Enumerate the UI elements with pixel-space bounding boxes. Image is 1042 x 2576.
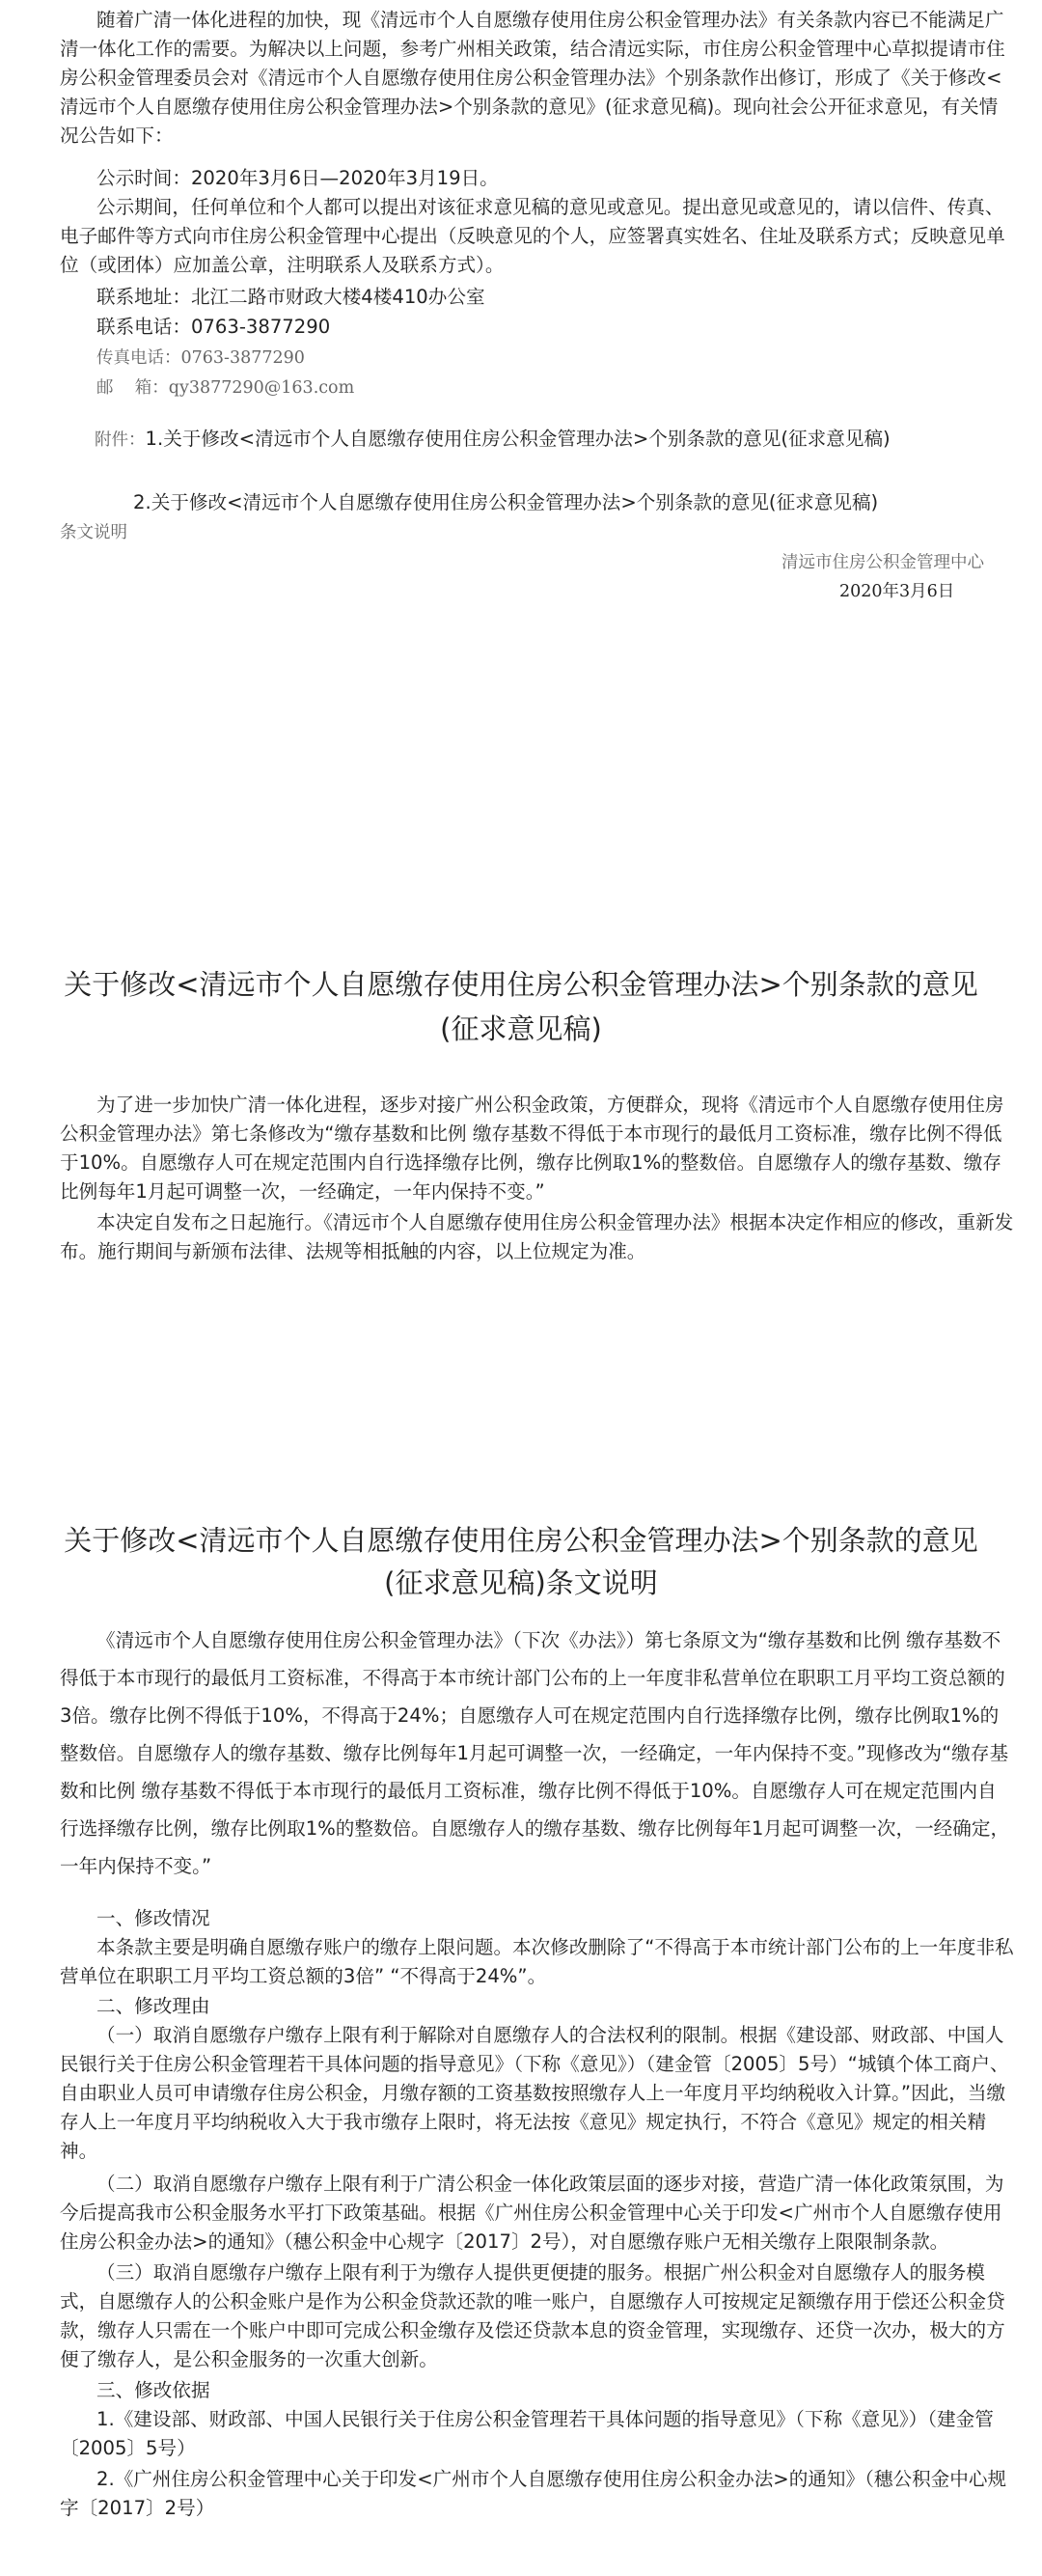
draft-paragraph-2: 本决定自发布之日起施行。《清远市个人自愿缴存使用住房公积金管理办法》根据本决定作相应的修改，重新发布。施行期间与新颁布法律、法规等相抵触的内容，以上位规定为准。 xyxy=(60,1211,1014,1262)
notice-intro: 随着广清一体化进程的加快，现《清远市个人自愿缴存使用住房公积金管理办法》有关条款内容已不能满足广清一体化工作的需要。为解决以上问题，参考广州相关政策，结合清远实际，市住房公积金管理中心草拟提请市住房公积金管理委员会对《清远市个人自愿缴存使用住房公积金管理办法》个别条款作出修订，形成了《关于修改<清远市个人自愿缴存使用住房公积金管理办法>个别条款的意见》(征求意见稿)。现向社会公开征求意见，有关情况公告如下： xyxy=(60,9,1005,147)
notice-period: 公示时间：2020年3月6日—2020年3月19日。 xyxy=(96,167,499,189)
contact-fax: 传真电话：0763-3877290 xyxy=(96,348,305,368)
section-2-heading: 二、修改理由 xyxy=(96,1995,210,2017)
contact-email-label: 邮 箱： xyxy=(96,378,169,398)
basis-2: 2.《广州住房公积金管理中心关于印发<广州市个人自愿缴存使用住房公积金办法>的通知》（穗公积金中心规字〔2017〕2号） xyxy=(60,2468,1007,2519)
attachment-prefix: 附件： xyxy=(95,430,146,450)
contact-address: 联系地址：北江二路市财政大楼4楼410办公室 xyxy=(96,286,485,308)
reason-3: （三）取消自愿缴存户缴存上限有利于为缴存人提供更便捷的服务。根据广州公积金对自愿缴存人的服务模式，自愿缴存人的公积金账户是作为公积金贷款还款的唯一账户，自愿缴存人可按规定足额缴存用于偿还公积金贷款，缴存人只需在一个账户中即可完成公积金缴存及偿还贷款本息的资金管理，实现缴存、还贷一次办，极大的方便了缴存人，是公积金服务的一次重大创新。 xyxy=(60,2261,1005,2370)
attachment-2 xyxy=(133,488,878,517)
explain-title-line2: (征求意见稿)条文说明 xyxy=(384,1566,658,1599)
section-1-heading: 一、修改情况 xyxy=(96,1907,210,1929)
draft-title-line2: (征求意见稿) xyxy=(440,1012,602,1045)
contact-email[interactable]: qy3877290@163.com xyxy=(168,378,355,398)
explain-intro: 《清远市个人自愿缴存使用住房公积金管理办法》（下次《办法》）第七条原文为“缴存基数和比例 缴存基数不得低于本市现行的最低月工资标准，不得高于本市统计部门公布的上一年度非私营单位在职职工月平均工资总额的3倍。缴存比例不得低于10%，不得高于24%；自愿缴存人可在规定范围内自行选择缴存比例，缴存比例取1%的整数倍。自愿缴存人的缴存基数、缴存比例每年1月起可调整一次，一经确定，一年内保持不变。”现修改为“缴存基数和比例 缴存基数不得低于本市现行的最低月工资标准，缴存比例不得低于10%。自愿缴存人可在规定范围内自行选择缴存比例，缴存比例取1%的整数倍。自愿缴存人的缴存基数、缴存比例每年1月起可调整一次，一经确定，一年内保持不变。” xyxy=(60,1629,1010,1877)
explain-title-line1: 关于修改<清远市个人自愿缴存使用住房公积金管理办法>个别条款的意见 xyxy=(64,1524,978,1557)
attachment-2-link[interactable]: 2.关于修改<清远市个人自愿缴存使用住房公积金管理办法>个别条款的意见(征求意见稿) xyxy=(133,491,879,513)
reason-1: （一）取消自愿缴存户缴存上限有利于解除对自愿缴存人的合法权利的限制。根据《建设部、财政部、中国人民银行关于住房公积金管理若干具体问题的指导意见》（下称《意见》）（建金管〔2005〕5号）“城镇个体工商户、自由职业人员可申请缴存住房公积金，月缴存额的工资基数按照缴存人上一年度月平均纳税收入计算。”因此，当缴存人上一年度月平均纳税收入大于我市缴存上限时，将无法按《意见》规定执行，不符合《意见》规定的相关精神。 xyxy=(60,2024,1009,2162)
attachment-2-tail: 条文说明 xyxy=(60,523,127,542)
contact-phone: 联系电话：0763-3877290 xyxy=(96,316,331,338)
section-1-body: 本条款主要是明确自愿缴存账户的缴存上限问题。本次修改删除了“不得高于本市统计部门公布的上一年度非私营单位在职职工月平均工资总额的3倍” “不得高于24%”。 xyxy=(60,1936,1014,1987)
attachment-1 xyxy=(60,425,1015,455)
basis-1: 1.《建设部、财政部、中国人民银行关于住房公积金管理若干具体问题的指导意见》（下称《意见》）（建金管〔2005〕5号） xyxy=(60,2408,994,2459)
issuing-org: 清远市住房公积金管理中心 xyxy=(782,553,984,572)
draft-title-line1: 关于修改<清远市个人自愿缴存使用住房公积金管理办法>个别条款的意见 xyxy=(64,968,978,1001)
issue-date: 2020年3月6日 xyxy=(839,582,955,601)
reason-2: （二）取消自愿缴存户缴存上限有利于广清公积金一体化政策层面的逐步对接，营造广清一体化政策氛围，为今后提高我市公积金服务水平打下政策基础。根据《广州住房公积金管理中心关于印发<广州市个人自愿缴存使用住房公积金办法>的通知》（穗公积金中心规字〔2017〕2号），对自愿缴存账户无相关缴存上限限制条款。 xyxy=(60,2173,1004,2253)
attachment-1-link[interactable]: 1.关于修改<清远市个人自愿缴存使用住房公积金管理办法>个别条款的意见(征求意见稿) xyxy=(145,428,891,450)
draft-paragraph-1: 为了进一步加快广清一体化进程，逐步对接广州公积金政策，方便群众，现将《清远市个人自愿缴存使用住房公积金管理办法》第七条修改为“缴存基数和比例 缴存基数不得低于本市现行的最低月工资标准，缴存比例不得低于10%。自愿缴存人可在规定范围内自行选择缴存比例，缴存比例取1%的整数倍。自愿缴存人的缴存基数、缴存比例每年1月起可调整一次，一经确定，一年内保持不变。” xyxy=(60,1094,1004,1203)
notice-method: 公示期间，任何单位和个人都可以提出对该征求意见稿的意见或意见。提出意见或意见的，请以信件、传真、电子邮件等方式向市住房公积金管理中心提出（反映意见的个人，应签署真实姓名、住址及联系方式；反映意见单位（或团体）应加盖公章，注明联系人及联系方式）。 xyxy=(60,196,1005,276)
contact-email-row xyxy=(96,374,354,402)
section-3-heading: 三、修改依据 xyxy=(96,2379,210,2401)
